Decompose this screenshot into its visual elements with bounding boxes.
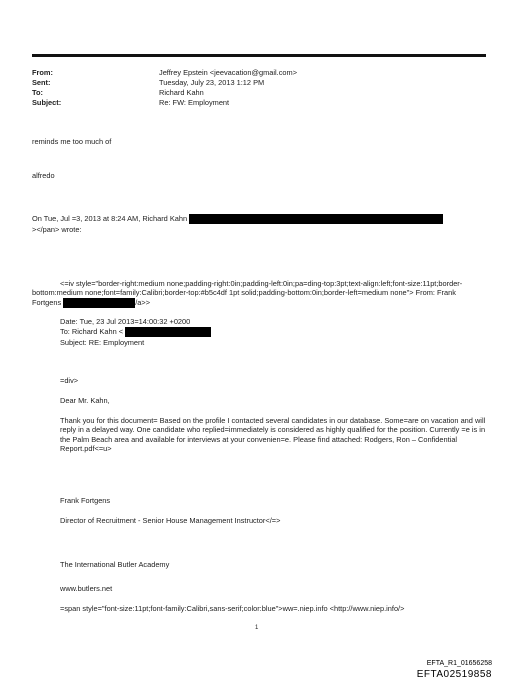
div-tag: =div> <box>60 376 79 385</box>
fwd-to: To: Richard Kahn < <box>60 327 124 336</box>
fwd-to-line <box>60 327 211 337</box>
from-row <box>32 68 297 78</box>
to-row <box>32 88 297 98</box>
email-header <box>32 68 297 108</box>
signature-span: =span style="font-size:11pt;font-family:Calibri,sans-serif;color:blue">ww=.niep.info <http://www.niep.info/> <box>60 604 405 613</box>
quote-intro-b: ></pan> wrote: <box>32 225 82 234</box>
footer-id-2: EFTA02519858 <box>416 668 492 680</box>
fwd-subject: Subject: RE: Employment <box>60 338 145 347</box>
to-label: To: <box>32 88 43 97</box>
to-value: Richard Kahn <box>159 88 204 97</box>
sent-row <box>32 78 297 88</box>
document-footer <box>417 660 492 681</box>
page-number: 1 <box>255 625 259 631</box>
fwd-style-tail: /a>> <box>135 297 151 307</box>
greeting: Dear Mr. Kahn, <box>60 396 110 405</box>
body-line-1: reminds me too much of <box>32 137 112 146</box>
signature-title: Director of Recruitment - Senior House Management Instructor</=> <box>60 516 281 525</box>
subject-label: Subject: <box>32 98 62 107</box>
redaction-block <box>63 298 135 308</box>
fwd-date: Date: Tue, 23 Jul 2013=14:00:32 +0200 <box>60 317 191 326</box>
quote-intro-text: On Tue, Jul =3, 2013 at 8:24 AM, Richard Kahn <box>32 214 188 223</box>
quote-intro <box>32 214 443 224</box>
sent-value: Tuesday, July 23, 2013 1:12 PM <box>159 78 265 87</box>
redaction-block <box>189 214 443 224</box>
signature-name: Frank Fortgens <box>60 496 111 505</box>
subject-row <box>32 98 297 108</box>
footer-id-1: EFTA_R1_01656258 <box>426 660 492 667</box>
signature-org: The International Butler Academy <box>60 560 170 569</box>
fwd-style-block <box>32 279 484 308</box>
redaction-block <box>125 327 211 337</box>
signature-web: www.butlers.net <box>60 584 113 593</box>
fwd-style-text: <=iv style="border-right:medium none;padding-right:0in;padding-left:0in;pa=ding-top:3pt;text-align:left;font-size:11pt;border-bottom:medium none;font=family:Calibri;border-top:#b5c4df 1pt solid;padding-bottom:0in;border-left=medium none"> From: Frank Fortgens <box>32 279 463 307</box>
from-label: From: <box>32 68 53 77</box>
body-paragraph: Thank you for this document= Based on the profile I contacted several candidates in our database. Some=are on vacation and will reply in a delayed way. One candidate who replied=immediately is considered as highly qualified for the position. Currently =e is in the Palm Beach area and available for interviews at your convenien=e. Please find attached: Rodgers, Ron – Confidential Report.pdf<=u> <box>60 416 486 453</box>
header-rule <box>32 54 486 57</box>
subject-value: Re: FW: Employment <box>159 98 230 107</box>
body-line-2: alfredo <box>32 171 55 180</box>
sent-label: Sent: <box>32 78 51 87</box>
from-value: Jeffrey Epstein <jeevacation@gmail.com> <box>159 68 298 77</box>
